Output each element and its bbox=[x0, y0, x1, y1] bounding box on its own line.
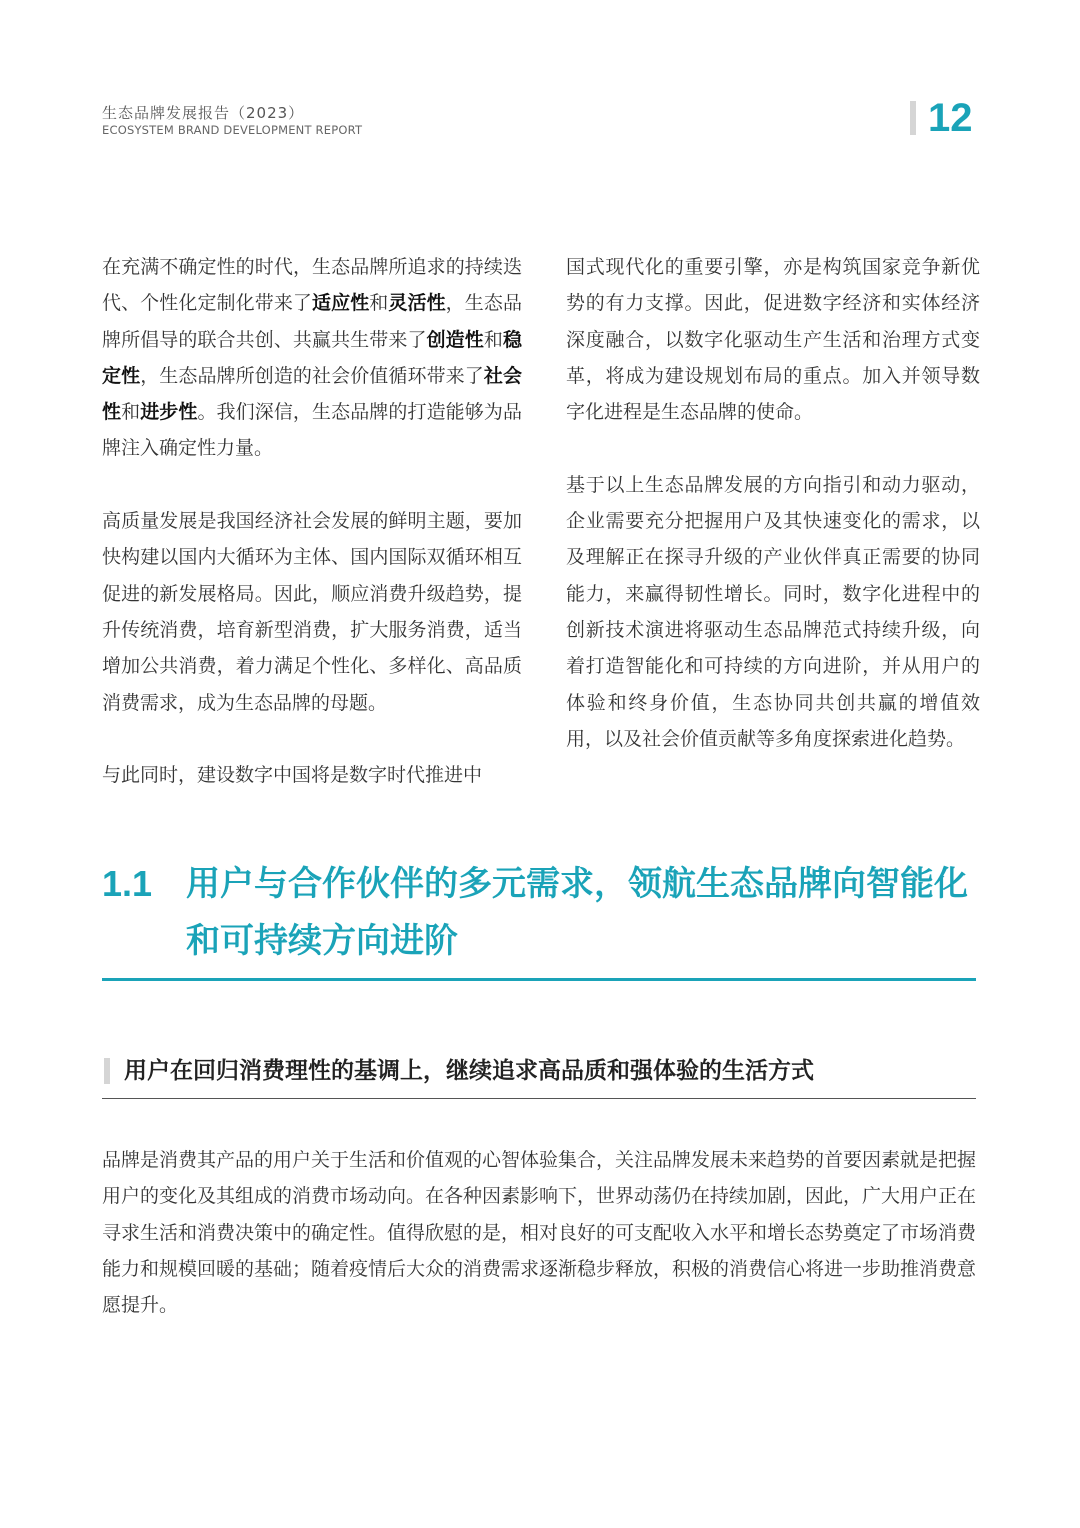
left-paragraph-3: 与此同时，建设数字中国将是数字时代推进中 bbox=[102, 764, 483, 787]
bold-term: 适应性 bbox=[312, 292, 370, 315]
text-run: ，生态品牌所倡导的联合共创、共赢共生带来了 bbox=[102, 292, 522, 351]
section-number: 1.1 bbox=[102, 863, 153, 904]
subsection-marker bbox=[104, 1058, 110, 1084]
bold-term: 稳定性 bbox=[102, 328, 522, 387]
right-paragraph-2: 基于以上生态品牌发展的方向指引和动力驱动，企业需要充分把握用户及其快速变化的需求，以及理解正在探寻升级的产业伙伴真正需要的协同能力，来赢得韧性增长。同时，数字化进程中的创新技术演进将驱动生态品牌范式持续升级，向着打造智能化和可持续的方向进阶，并从用户的体验和终身价值，生态协同共创共赢的增值效用，以及社会价值贡献等多角度探索进化趋势。 bbox=[566, 473, 980, 750]
body-paragraph: 品牌是消费其产品的用户关于生活和价值观的心智体验集合，关注品牌发展未来趋势的首要因素就是把握用户的变化及其组成的消费市场动向。在各种因素影响下，世界动荡仍在持续加剧，因此，广大用户正在寻求生活和消费决策中的确定性。值得欣慰的是，相对良好的可支配收入水平和增长态势奠定了市场消费能力和规模回暖的基础；随着疫情后大众的消费需求逐渐稳步释放，积极的消费信心将进一步助推消费意愿提升。 bbox=[102, 1149, 977, 1317]
text-run: 和 bbox=[121, 401, 141, 424]
bold-term: 进步性 bbox=[140, 401, 198, 424]
text-run: 。我们深信，生态品牌的打造能够为品牌注入确定性力量。 bbox=[102, 401, 522, 460]
text-run: 和 bbox=[483, 328, 503, 351]
left-paragraph-2: 高质量发展是我国经济社会发展的鲜明主题，要加快构建以国内大循环为主体、国内国际双循环相互促进的新发展格局。因此，顺应消费升级趋势，提升传统消费，培育新型消费，扩大服务消费，适当增加公共消费，着力满足个性化、多样化、高品质消费需求，成为生态品牌的母题。 bbox=[102, 510, 522, 714]
report-subtitle: ECOSYSTEM BRAND DEVELOPMENT REPORT bbox=[102, 123, 363, 137]
left-column bbox=[102, 249, 522, 793]
subsection-title: 用户在回归消费理性的基调上，继续追求高品质和强体验的生活方式 bbox=[124, 1058, 814, 1084]
section-divider bbox=[102, 978, 976, 981]
text-run: 和 bbox=[369, 292, 389, 315]
page-number-bar bbox=[910, 101, 916, 135]
bold-term: 灵活性 bbox=[388, 292, 446, 315]
right-paragraph-1: 国式现代化的重要引擎，亦是构筑国家竞争新优势的有力支撑。因此，促进数字经济和实体经济深度融合，以数字化驱动生产生活和治理方式变革，将成为建设规划布局的重点。加入并领导数字化进程是生态品牌的使命。 bbox=[566, 256, 980, 424]
left-paragraph-1 bbox=[102, 249, 522, 467]
page-number: 12 bbox=[928, 96, 973, 140]
bold-term: 社会性 bbox=[102, 364, 522, 424]
report-title: 生态品牌发展报告（2023） bbox=[102, 104, 305, 122]
bold-term: 创造性 bbox=[426, 328, 484, 351]
section-title: 用户与合作伙伴的多元需求，领航生态品牌向智能化和可持续方向进阶 bbox=[186, 864, 968, 961]
subsection-divider bbox=[102, 1098, 976, 1099]
text-run: 在充满不确定性的时代，生态品牌所追求的持续迭代、个性化定制化带来了 bbox=[102, 256, 522, 315]
right-column bbox=[566, 249, 980, 757]
text-run: ，生态品牌所创造的社会价值循环带来了 bbox=[140, 364, 484, 387]
